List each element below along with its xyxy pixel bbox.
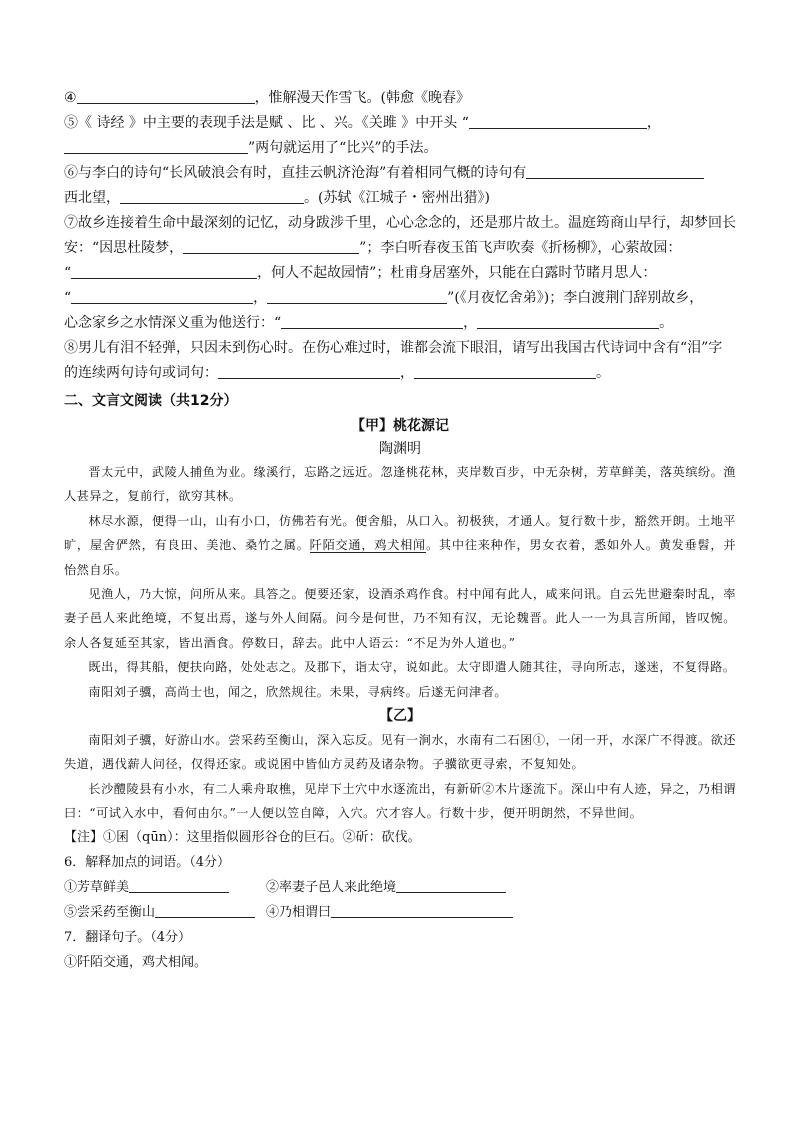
exam-page [64, 86, 736, 975]
answer-blank[interactable] [281, 313, 463, 329]
passage-text: 林尽水源，便得一山，山有小口，仿佛若有光。便舍船，从口入。初极狭，才通人。复行数十步，豁然开朗。土地平旷，屋舍俨然，有良田、美池、桑竹之属。 [64, 513, 736, 553]
answer-blank[interactable] [64, 138, 248, 154]
underlined-sentence: 阡陌交通，鸡犬相闻 [309, 538, 426, 553]
q6-item: ①芳草鲜美 [64, 879, 130, 895]
q5-text: ⑤《 诗经 》中主要的表现手法是赋 、比 、兴。《关雎 》中开头 “ [64, 115, 469, 131]
answer-blank[interactable] [129, 877, 229, 893]
section-heading: 二、文言文阅读（共12分） [64, 393, 238, 409]
answer-blank[interactable] [218, 363, 400, 379]
question-6-line2 [64, 186, 736, 211]
q8-text: 的连续两句诗句或词句： [64, 365, 218, 381]
answer-blank[interactable] [331, 902, 513, 918]
q7-text: “ [64, 290, 72, 306]
q8-text: 。 [596, 365, 610, 381]
passage-b-paragraph-1: 南阳刘子骥，好游山水。尝采药至衡山，深入忘反。见有一涧水，水南有二石囷①，一闭一开，水深广不得渡。欲还失道，遇伐薪人问径，仅得还家。或说囷中皆仙方灵药及诸杂物。子骥欲更寻索，不复知处。 [64, 733, 736, 772]
answer-blank[interactable] [71, 263, 257, 279]
q6-prefix: 西北望， [64, 190, 120, 206]
question-7-line2 [64, 236, 736, 261]
passage-b-paragraph-2: 长沙醴陵县有小水，有二人乘舟取樵，见岸下土穴中水逐流出，有新斫②木片逐流下。深山中有人迹，异之，乃相谓曰：“可试入水中，看何由尔。”一人便以笠自障，入穴。穴才容人。行数十步，便开明朗然，不异世间。 [64, 781, 736, 821]
answer-blank[interactable] [469, 113, 647, 129]
q7-text: ， [253, 290, 268, 306]
answer-blank[interactable] [155, 902, 255, 918]
answer-blank[interactable] [71, 288, 253, 304]
question-5-line1 [64, 111, 736, 136]
question-8-line1: ⑧男儿有泪不轻弹，只因未到伤心时。在伤心难过时，谁都会流下眼泪，请写出我国古代诗词中含有“泪”字 [64, 340, 723, 356]
q7-text: ， [463, 315, 478, 331]
answer-blank[interactable] [77, 88, 255, 104]
q7-text: ”(《月夜忆舍弟》)；李白渡荆门辞别故乡， [447, 290, 704, 306]
q8-text: ， [400, 365, 414, 381]
question-6-row-2 [64, 900, 736, 925]
passage-a-paragraph-4: 既出，得其船，便扶向路，处处志之。及郡下，诣太守，说如此。太守即遣人随其往，寻向所志，遂迷，不复得路。 [88, 660, 736, 675]
question-7-item-1: ①阡陌交通，鸡犬相闻。 [64, 954, 208, 970]
answer-blank[interactable] [120, 188, 304, 204]
question-7-line5 [64, 311, 736, 336]
q6-item: ⑤尝采药至衡山 [64, 904, 156, 920]
question-7-title: 7．翻译句子。（4分） [64, 929, 192, 945]
q7-text: “ [64, 265, 72, 281]
answer-blank[interactable] [267, 288, 447, 304]
question-7-line1: ⑦故乡连接着生命中最深刻的记忆，动身跋涉千里，心心念念的，还是那片故土。温庭筠商山早行，却梦回长 [64, 215, 736, 231]
answer-blank[interactable] [477, 313, 659, 329]
answer-blank[interactable] [526, 163, 704, 179]
q7-text: ，何人不起故园情”；杜甫身居塞外，只能在白露时节睹月思人： [257, 265, 657, 281]
q6-text: ⑥与李白的诗句“长风破浪会有时，直挂云帆济沧海”有着相同气概的诗句有 [64, 165, 527, 181]
answer-blank[interactable] [396, 877, 506, 893]
passage-a-paragraph-1: 晋太元中，武陵人捕鱼为业。缘溪行，忘路之远近。忽逢桃花林，夹岸数百步，中无杂树，芳草鲜美，落英缤纷。渔人甚异之，复前行，欲穷其林。 [64, 465, 736, 504]
answer-blank[interactable] [414, 363, 596, 379]
passage-a-paragraph-3: 见渔人，乃大惊，问所从来。具答之。便要还家，设酒杀鸡作食。村中闻有此人，咸来问讯。自云先世避秦时乱，率妻子邑人来此绝境，不复出焉，遂与外人间隔。问今是何世，乃不知有汉，无论魏晋。此人一一为具言所闻，皆叹惋。余人各复延至其家，皆出酒食。停数日，辞去。此中人语云：“不足为外人道也。” [64, 587, 736, 650]
question-7-line4 [64, 286, 736, 311]
question-7-line3 [64, 261, 736, 286]
question-8-line2 [64, 361, 736, 386]
q6-item: ④乃相谓曰 [266, 904, 332, 920]
question-4 [64, 86, 736, 111]
question-6-row-1 [64, 875, 736, 900]
footnote: 【注】①囷（qūn）：这里指似圆形谷仓的巨石。②斫：砍伐。 [64, 829, 421, 845]
passage-a-title: 【甲】桃花源记 [351, 418, 449, 434]
answer-blank[interactable] [183, 238, 359, 254]
passage-a-author: 陶渊明 [379, 441, 421, 457]
q6-suffix: 。(苏轼《江城子・密州出猎》) [304, 190, 490, 206]
q4-text: ，惟解漫天作雪飞。(韩愈《晚春》 [254, 90, 471, 106]
q7-text: 安：“因思杜陵梦， [64, 240, 184, 256]
passage-text: 。其中往来种作，男女衣着，悉如外人。黄发垂髫，并怡然自乐。 [64, 538, 737, 577]
q7-text: 心念家乡之水情深义重为他送行：“ [64, 315, 282, 331]
q5-comma: ， [646, 115, 661, 131]
passage-a-paragraph-2 [64, 509, 736, 582]
question-6-title: 6．解释加点的词语。（4分） [64, 854, 231, 870]
question-6-line1 [64, 161, 736, 186]
question-5-line2 [64, 136, 736, 161]
q4-number: ④ [64, 90, 77, 106]
passage-b-title: 【乙】 [379, 708, 421, 725]
passage-a-paragraph-5: 南阳刘子骥，高尚士也，闻之，欣然规往。未果，寻病终。后遂无问津者。 [88, 684, 508, 699]
q5-text2: ”两句就运用了“比兴”的手法。 [248, 140, 438, 156]
q7-text: ”；李白听春夜玉笛飞声吹奏《折杨柳》，心萦故园： [359, 240, 682, 256]
q7-text: 。 [659, 315, 674, 331]
q6-item: ②率妻子邑人来此绝境 [266, 879, 397, 895]
